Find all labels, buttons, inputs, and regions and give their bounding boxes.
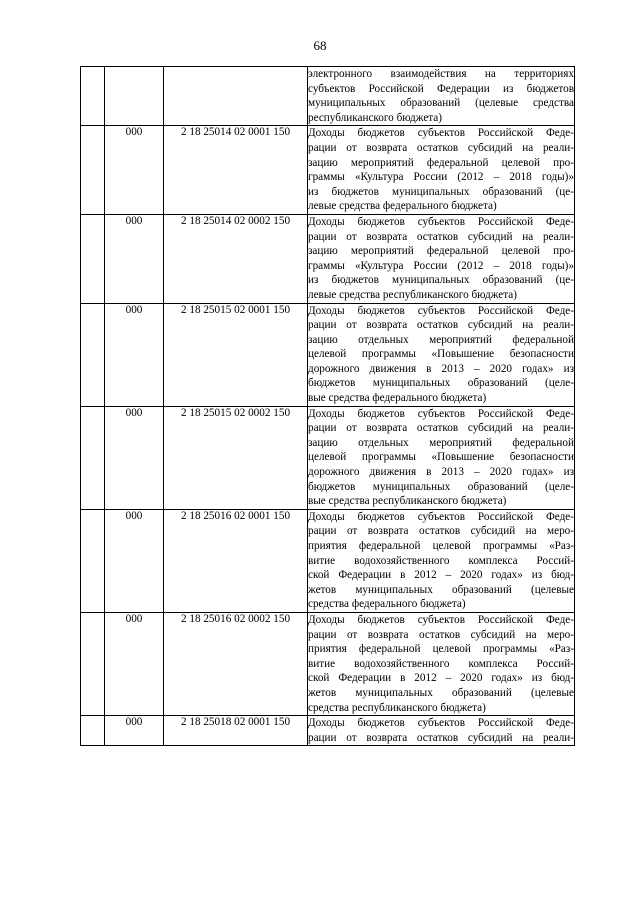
income-code-cell: 2 18 25014 02 0002 150	[164, 214, 308, 303]
description-line: ской Федерации в 2012 – 2020 годах» из бюд-	[308, 569, 574, 582]
admin-code-cell	[105, 67, 164, 126]
description-line: из бюджетов муниципальных образований (це-	[308, 185, 574, 198]
description-line: рации от возврата остатков субсидий на меро-	[308, 525, 574, 538]
description-line: приятия федеральной целевой программы «Раз-	[308, 540, 574, 552]
description-line: целевой программы «Повышение безопасности	[308, 348, 574, 361]
table-row	[81, 612, 575, 715]
description-line: муниципальных образований (целевые средства	[308, 97, 574, 110]
description-line: левые средства федерального бюджета)	[308, 200, 497, 213]
description-line: приятия федеральной целевой программы «Раз-	[308, 643, 574, 656]
row-marker-cell	[81, 214, 105, 303]
description-line: левые средства республиканского бюджета)	[308, 288, 517, 301]
description-line: зацию отдельных мероприятий федеральной	[308, 436, 574, 449]
admin-code-cell: 000	[105, 126, 164, 215]
income-description-cell	[308, 214, 575, 303]
description-line: бюджетов муниципальных образований (целе-	[308, 377, 574, 390]
admin-code-cell: 000	[105, 612, 164, 715]
income-code-cell: 2 18 25016 02 0002 150	[164, 612, 308, 715]
description-line: витие водохозяйственного комплекса Россий-	[308, 657, 574, 670]
income-description-cell	[308, 303, 575, 406]
description-line: Доходы бюджетов субъектов Российской Феде-	[308, 407, 574, 420]
income-description-cell	[308, 406, 575, 509]
description-line: электронного взаимодействия на территориях	[308, 68, 574, 80]
description-line: граммы «Культура России (2012 – 2018 годы)»	[308, 171, 574, 184]
row-marker-cell	[81, 67, 105, 126]
description-line: средства республиканского бюджета)	[308, 701, 486, 714]
income-description-cell	[308, 612, 575, 715]
table-row	[81, 406, 575, 509]
row-marker-cell	[81, 303, 105, 406]
row-marker-cell	[81, 716, 105, 746]
income-description-cell	[308, 67, 575, 126]
income-description-cell	[308, 509, 575, 612]
description-line: вые средства федерального бюджета)	[308, 392, 487, 405]
income-description-cell	[308, 126, 575, 215]
description-line: рации от возврата остатков субсидий на реали-	[308, 319, 574, 332]
row-marker-cell	[81, 126, 105, 215]
row-marker-cell	[81, 509, 105, 612]
admin-code-cell: 000	[105, 303, 164, 406]
description-line: рации от возврата остатков субсидий на реали-	[308, 141, 574, 154]
description-line: рации от возврата остатков субсидий на реали-	[308, 230, 574, 243]
income-code-cell	[164, 67, 308, 126]
description-line: зацию отдельных мероприятий федеральной	[308, 333, 574, 346]
budget-classification-table	[80, 66, 575, 746]
admin-code-cell: 000	[105, 214, 164, 303]
description-line: Доходы бюджетов субъектов Российской Феде-	[308, 215, 574, 228]
description-line: субъектов Российской Федерации из бюджетов	[308, 82, 574, 95]
description-line: Доходы бюджетов субъектов Российской Феде-	[308, 510, 574, 523]
table-row	[81, 716, 575, 746]
description-line: Доходы бюджетов субъектов Российской Феде-	[308, 304, 574, 317]
description-line: дорожного движения в 2013 – 2020 годах» из	[308, 466, 574, 479]
income-code-cell: 2 18 25016 02 0001 150	[164, 509, 308, 612]
description-line: Доходы бюджетов субъектов Российской Феде-	[308, 127, 574, 140]
description-line: вые средства республиканского бюджета)	[308, 495, 507, 508]
income-code-cell: 2 18 25018 02 0001 150	[164, 716, 308, 746]
description-line: рации от возврата остатков субсидий на реали-	[308, 731, 574, 744]
row-marker-cell	[81, 406, 105, 509]
table-row	[81, 67, 575, 126]
description-line: средства федерального бюджета)	[308, 598, 466, 611]
description-line: рации от возврата остатков субсидий на меро-	[308, 628, 574, 641]
table-row	[81, 126, 575, 215]
description-line: дорожного движения в 2013 – 2020 годах» из	[308, 362, 574, 375]
income-description-cell	[308, 716, 575, 746]
admin-code-cell: 000	[105, 406, 164, 509]
description-line: целевой программы «Повышение безопасности	[308, 451, 574, 464]
admin-code-cell: 000	[105, 716, 164, 746]
description-line: из бюджетов муниципальных образований (це-	[308, 274, 574, 287]
admin-code-cell: 000	[105, 509, 164, 612]
page-number: 68	[313, 38, 327, 53]
description-line: Доходы бюджетов субъектов Российской Феде-	[308, 613, 574, 626]
description-line: Доходы бюджетов субъектов Российской Феде-	[308, 717, 574, 730]
income-code-cell: 2 18 25015 02 0002 150	[164, 406, 308, 509]
description-line: республиканского бюджета)	[308, 111, 443, 124]
description-line: зацию мероприятий федеральной целевой про-	[308, 245, 574, 258]
description-line: бюджетов муниципальных образований (целе-	[308, 480, 574, 493]
table-row	[81, 509, 575, 612]
description-line: жетов муниципальных образований (целевые	[308, 686, 574, 699]
description-line: ской Федерации в 2012 – 2020 годах» из бюд-	[308, 672, 574, 685]
description-line: жетов муниципальных образований (целевые	[308, 583, 574, 596]
description-line: зацию мероприятий федеральной целевой про-	[308, 156, 574, 169]
description-line: граммы «Культура России (2012 – 2018 годы)»	[308, 259, 574, 272]
income-code-cell: 2 18 25014 02 0001 150	[164, 126, 308, 215]
description-line: рации от возврата остатков субсидий на реали-	[308, 422, 574, 435]
income-code-cell: 2 18 25015 02 0001 150	[164, 303, 308, 406]
row-marker-cell	[81, 612, 105, 715]
table-row	[81, 303, 575, 406]
description-line: витие водохозяйственного комплекса Россий-	[308, 554, 574, 567]
table-row	[81, 214, 575, 303]
